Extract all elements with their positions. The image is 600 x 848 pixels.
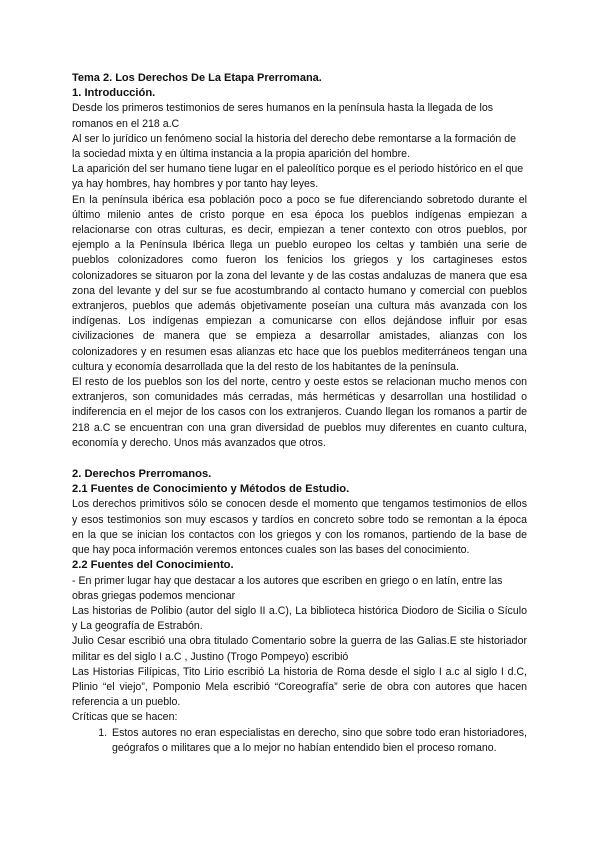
spacer: [72, 451, 527, 467]
paragraph: La aparición del ser humano tiene lugar en el paleolítico porque es el periodo histórico en el que ya hay hombres, hay hombres y por tanto hay leyes.: [72, 163, 524, 191]
list-item: 1. Estos autores no eran especialistas en derecho, sino que sobre todo eran historiadores, geógrafos o militares que a lo mejor no habían entendido bien el proceso romano.: [110, 726, 527, 756]
document-page: [72, 71, 527, 756]
paragraph: Los derechos primitivos sólo se conocen desde el momento que tengamos testimonios de ellos y esos testimonios son muy escasos y tardíos en concreto sobre todo se remontan a la época en la que se inician los contactos con los griegos y con los romanos, partiendo de la base de que hay poca información veremos entonces cuales son las bases del conocimiento.: [72, 498, 527, 557]
subsection-2-1-heading: 2.1 Fuentes de Conocimiento y Métodos de Estudio.: [72, 483, 350, 496]
document-title: Tema 2. Los Derechos De La Etapa Prerromana.: [72, 72, 322, 84]
section-2-heading: 2. Derechos Prerromanos.: [72, 468, 212, 481]
paragraph: Al ser lo jurídico un fenómeno social la historia del derecho debe remontarse a la formación de la sociedad mixta y en última instancia a la propia aparición del hombre.: [72, 132, 517, 161]
paragraph: Desde los primeros testimonios de seres humanos en la península hasta la llegada de los romanos en el 218 a.C: [72, 102, 494, 130]
paragraph: - En primer lugar hay que destacar a los autores que escriben en griego o en latín, entre las obras griegas podemos mencionar: [72, 574, 503, 602]
paragraph: En la península ibérica esa población poco a poco se fue diferenciando sobretodo durante el último milenio antes de cristo porque en esa época los pueblos indígenas empiezan a relacionarse con otras culturas, es decir, empiezan a tener contexto con otros pueblos, por ejemplo a la Península Ibérica llega un pueblo europeo los celtas y también una serie de pueblos colonizadores como fueron los fenicios los griegos y los cartagineses estos colonizadores se situaron por la zona del levante y de las costas andaluzas de manera que esa zona del levante y del sur se fue acostumbrando al contacto humano y comercial con pueblos extranjeros, pueblos que además objetivamente poseían una cultura más avanzada con los indígenas. Los indígenas empiezan a comunicarse con ellos dejándose influir por esas civilizaciones de manera que se empieza a desarrollar amistades, alianzas con los colonizadores y en resumen esas alianzas etc hace que los pueblos mediterráneos tengan una cultura y economía desarrollada que la del resto de los habitantes de la península.: [72, 193, 527, 373]
paragraph: El resto de los pueblos son los del norte, centro y oeste estos se relacionan mucho menos con extranjeros, son comunidades más cerradas, más herméticas y desarrollan una hostilidad o indiferencia en el mejor de los casos con los extranjeros. Cuando llegan los romanos a partir de 218 a.C se encuentran con una gran diversidad de pueblos muy diferentes en cuanto cultura, economía y derecho. Unos más avanzados que otros.: [72, 376, 527, 449]
paragraph: Las historias de Polibio (autor del siglo II a.C), La biblioteca histórica Diodoro de Sicilia o Sículo y La geografía de Estrabón.: [72, 604, 527, 633]
paragraph: Julio Cesar escribió una obra titulado Comentario sobre la guerra de las Galias.E ste historiador militar es del siglo I a.C , Justino (Trogo Pompeyo) escribió: [72, 635, 527, 663]
paragraph: Las Historias Filípicas, Tito Lirio escribió La historia de Roma desde el siglo I a.c al siglo I d.C, Plinio “el viejo”, Pomponio Mela escribió “Coreografía” serie de obra con autores que hacen referencia a un pueblo.: [72, 665, 527, 709]
section-1-heading: 1. Introducción.: [72, 87, 156, 100]
critics-label: Críticas que se hacen:: [72, 711, 178, 724]
critics-list: [72, 726, 527, 756]
subsection-2-2-heading: 2.2 Fuentes del Conocimiento.: [72, 559, 234, 572]
